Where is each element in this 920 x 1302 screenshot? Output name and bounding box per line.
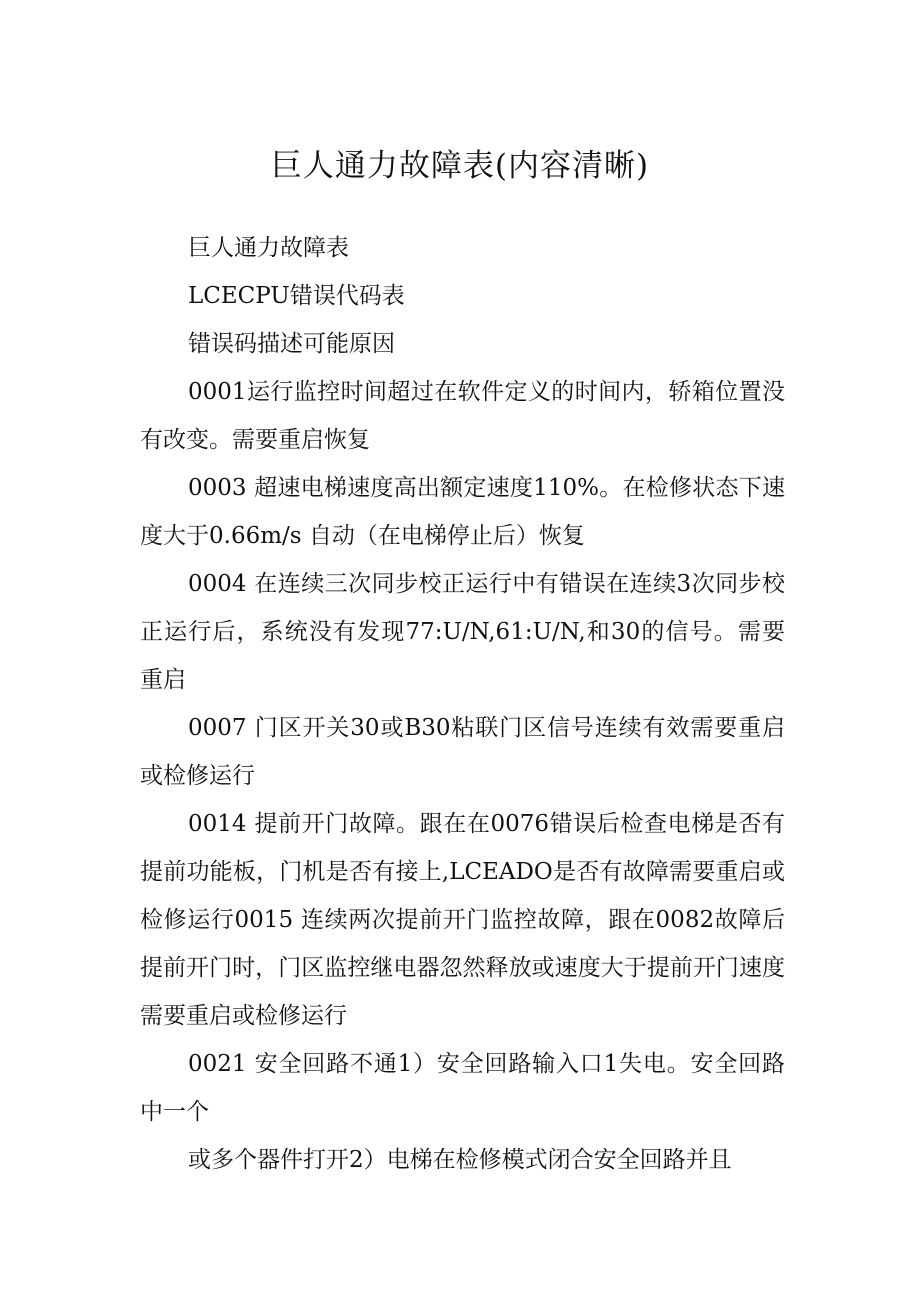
document-body [140, 224, 785, 1184]
paragraph-heading: 巨人通力故障表 [188, 235, 349, 261]
paragraph-table-title: LCECPU错误代码表 [188, 283, 405, 309]
paragraph-error-0021-continued: 或多个器件打开2）电梯在检修模式闭合安全回路并且 [188, 1147, 732, 1173]
paragraph-column-headers: 错误码描述可能原因 [188, 331, 395, 357]
paragraph-error-0007: 0007 门区开关30或B30粘联门区信号连续有效需要重启或检修运行 [140, 715, 785, 789]
paragraph-error-0014-0015: 0014 提前开门故障。跟在在0076错误后检查电梯是否有提前功能板，门机是否有接上,LCEADO是否有故障需要重启或检修运行0015 连续两次提前开门监控故障，跟在0082故障后提前开门时，门区监控继电器忽然释放或速度大于提前开门速度需要重启或检修运行 [140, 811, 785, 1029]
paragraph-error-0001: 0001运行监控时间超过在软件定义的时间内，轿箱位置没有改变。需要重启恢复 [140, 379, 785, 453]
document-title: 巨人通力故障表(内容清晰) [270, 148, 650, 184]
paragraph-error-0004: 0004 在连续三次同步校正运行中有错误在连续3次同步校正运行后，系统没有发现77:U/N,61:U/N,和30的信号。需要重启 [140, 571, 785, 693]
paragraph-error-0021: 0021 安全回路不通1）安全回路输入口1失电。安全回路中一个 [140, 1051, 785, 1125]
paragraph-error-0003: 0003 超速电梯速度高出额定速度110%。在检修状态下速度大于0.66m/s 自动（在电梯停止后）恢复 [140, 475, 785, 549]
